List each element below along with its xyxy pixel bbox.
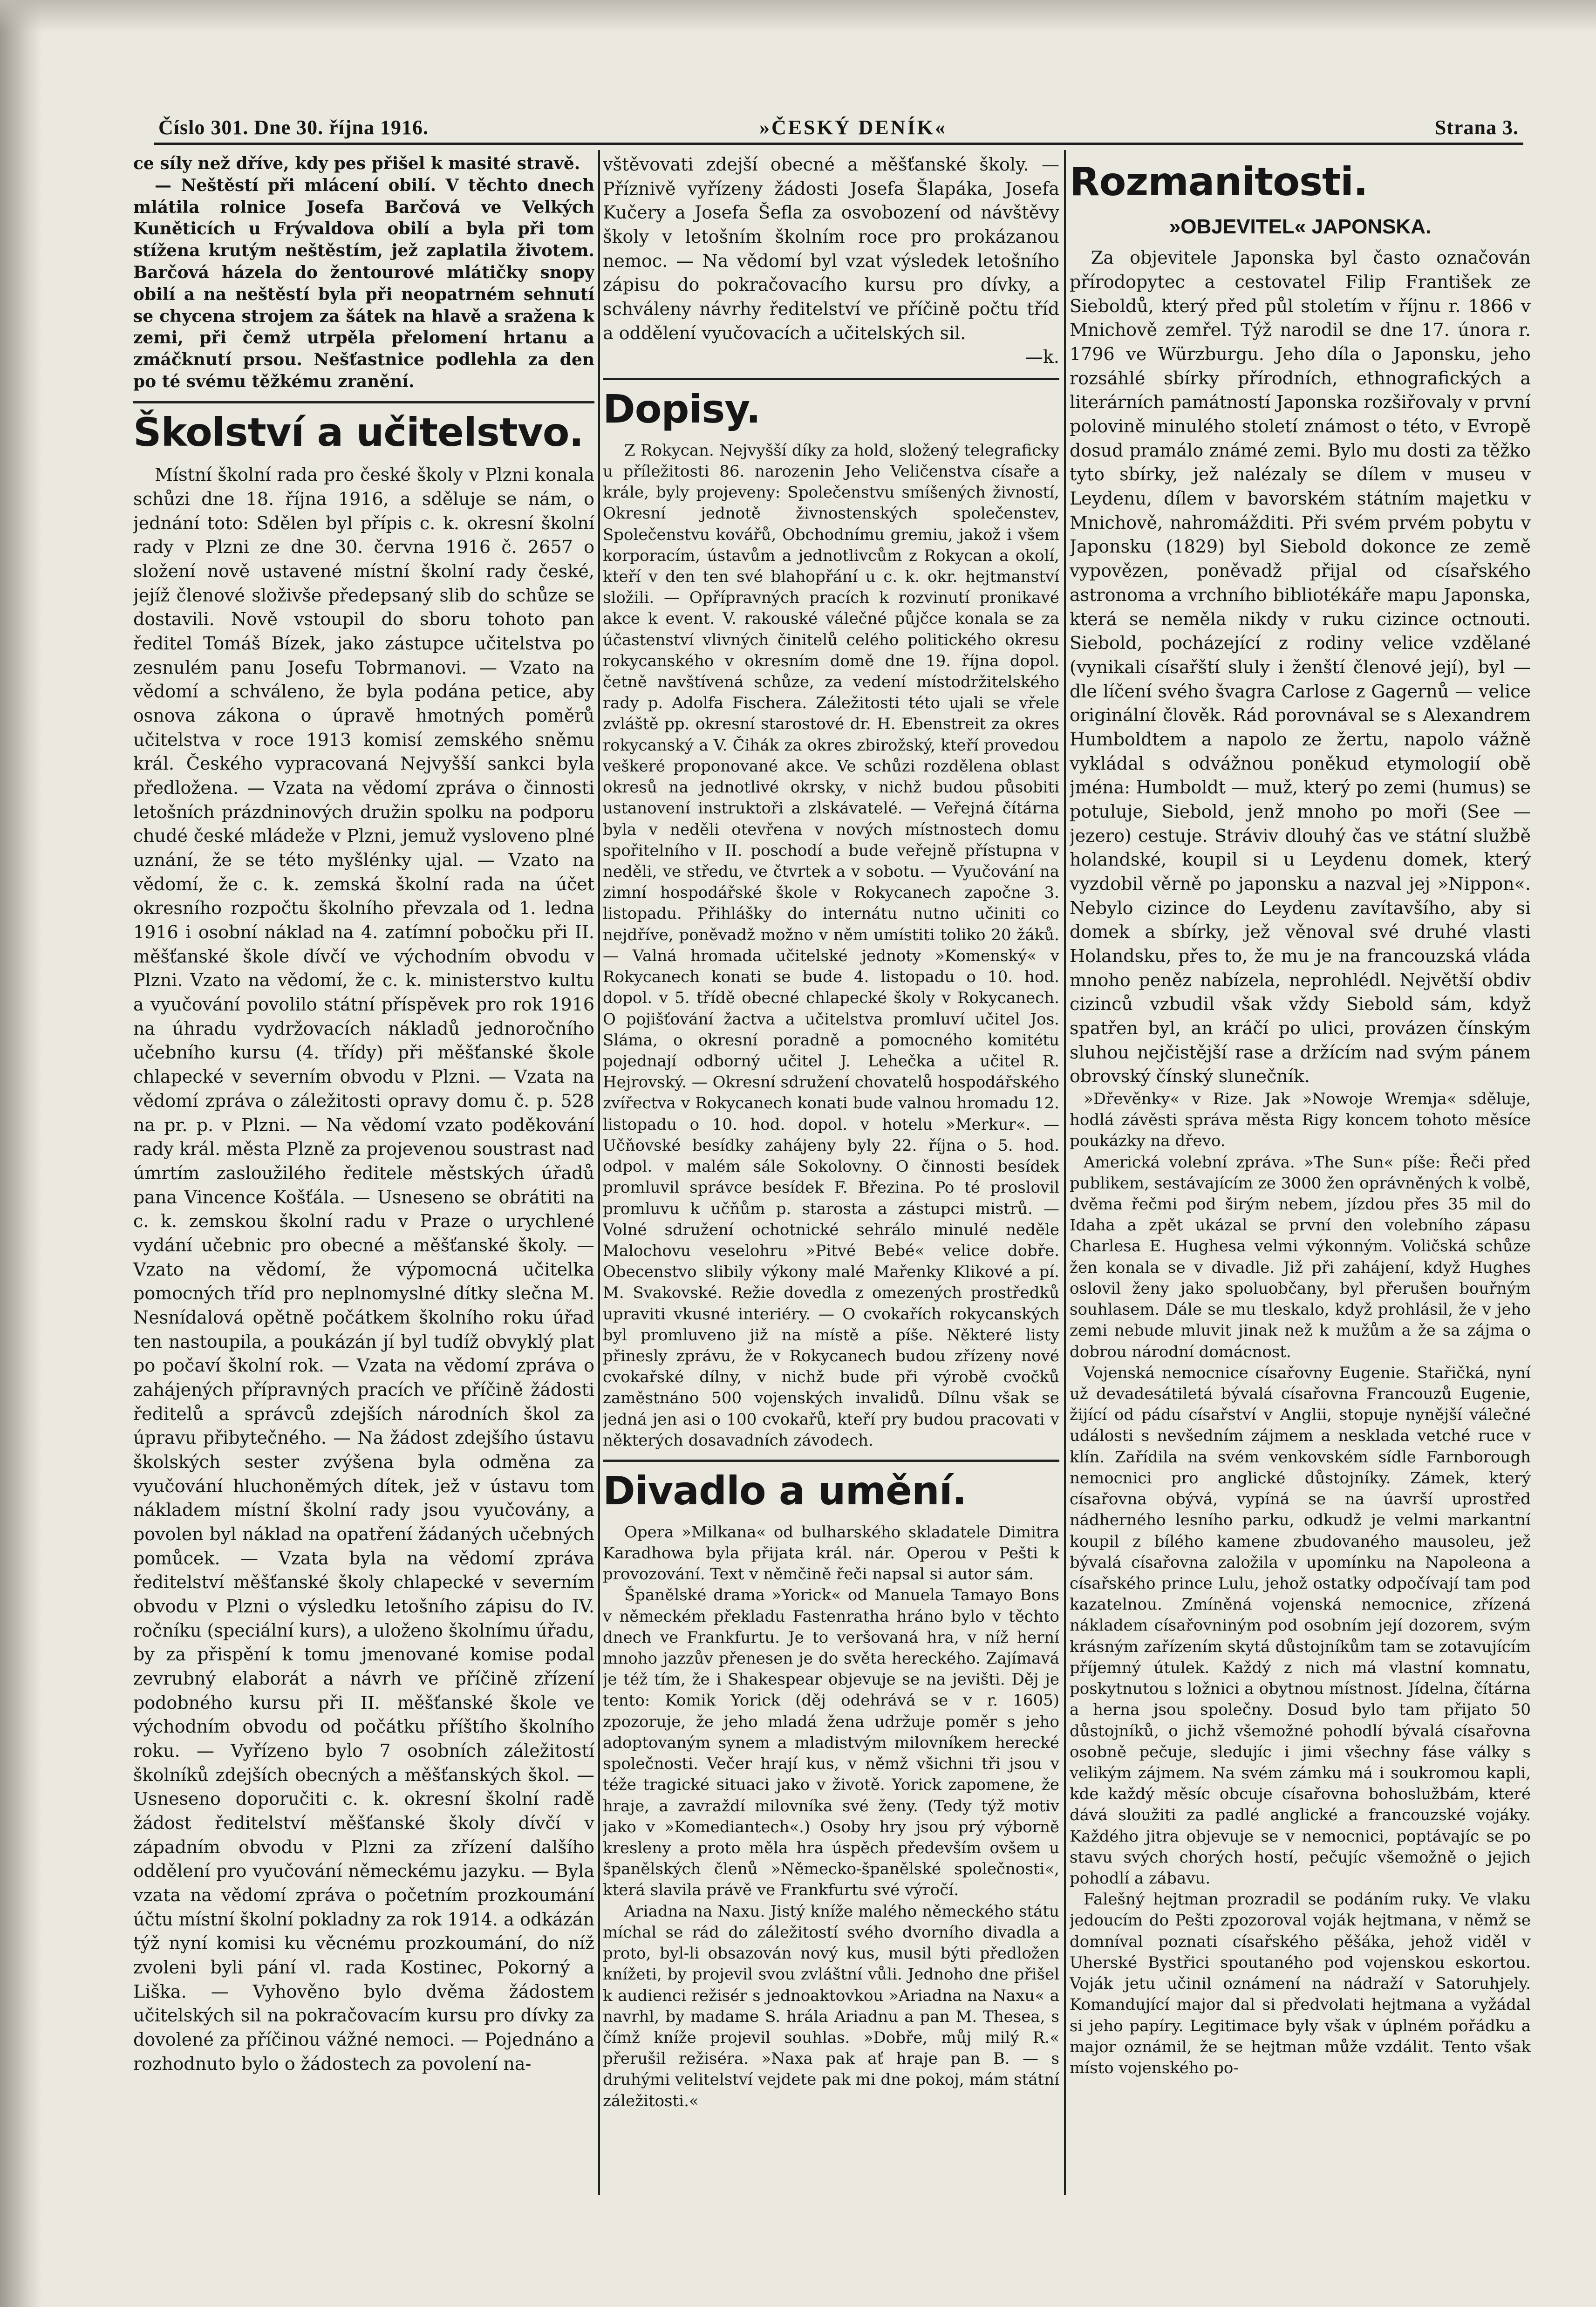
continued-text: vštěvovati zdejší obecné a měšťanské školy. — Příznivě vyřízeny žádosti Josefa Šlapáka, Josefa Kučery a Josefa Šefla za osvobození od návštěvy školy v letošním školním roce pro prokázanou nemoc. — Na vědomí byl vzat výsledek letošního zápisu do pokračovacího kursu pro dívky, a schváleny návrhy ředitelství ve příčině počtu tříd a oddělení vyučovacích a učitelských sil.: [603, 154, 1059, 343]
news-item-false-captain: Falešný hejtman prozradil se podáním ruky. Ve vlaku jedoucím do Pešti zpozoroval voják hejtmana, v němž se domníval poznati císařského pěšáka, jehož viděl v Uherské Bystřici spoutaného pod vojenskou eskortou. Voják jetu učinil oznámení na nádraží v Satoruhjely. Komandující major dal si předvolati hejtmana a vyžádal si jeho papíry. Legitimace byly však v úplném pořádku a major oznámil, že se hejtman může vzdálit. Tento však místo vojenského po-: [1070, 1890, 1531, 2077]
page-header: [158, 116, 1519, 143]
article-body-japan: Za objevitele Japonska byl často označován přírodopytec a cestovatel Filip František ze Sieboldů, který před půl stoletím v říjnu r. 1866 v Mnichově zemřel. Týž narodil se dne 17. února r. 1796 ve Würzburgu. Jeho díla o Japonsku, jeho rozsáhlé sbírky přírodních, ethnografických a literárních památností Japonska rozšiřovaly v první polovině minulého století známost o této, v Evropě dosud pramálo známé zemi. Bylo mu dosti za těžko tyto sbírky, jež nalézaly se dílem v museu v Leydenu, dílem v bavorském státním majetku v Mnichově, nahromážditi. Při svém prvém pobytu v Japonsku (1829) byl Siebold dokonce ze země vypovězen, poněvadž přijal od císařského astronoma a vrchního bibliotékáře mapu Japonska, která se neměla nikdy v ruku cizince octnouti. Siebold, pocházející z rodiny velice vzdělané (vynikali císařští sluly i ženští členové její), byl — dle líčení svého švagra Carlose z Gagernů — velice originální člověk. Rád porovnával se s Alexandrem Humboldtem a napolo ze žertu, napolo vážně vykládal s odvážnou poněkud etymologií obě jména: Humboldt — muž, který po zemi (humus) se potuluje, Siebold, jenž mnoho po moři (See — jezero) cestuje. Stráviv dlouhý čas ve státní službě holandské, koupil si u Leydenu domek, který vyzdobil věrně po japonsku a nazval jej »Nippon«. Nebylo cizince do Leydenu zavítavšího, aby si domek a sbírky, jež věnoval své druhé vlasti Holandsku, přes to, že mu je na francouzská vláda mnoho peněz nabízela, neprohlédl. Největší obdiv cizinců vzbudil však vždy Siebold sám, když spatřen byl, an kráčí po ulici, provázen čínským sluhou nejčistější rase a držícím nad svým pánem obrovský čínský slunečník.: [1070, 247, 1531, 1087]
column-2: [603, 153, 1059, 2186]
section-heading-miscellany: Rozmanitosti.: [1070, 159, 1368, 205]
news-item-american-election: Americká volební zpráva. »The Sun« píše: Řeči před publikem, sestávajícím ze 3000 žen oprávněných k volbě, dvěma řečmi pod širým nebem, jízdou přes 35 mil do Idaha a zpět ukázal se první den volebního zápasu Charlesa E. Hughesa velmi výkonným. Voličská schůze žen konala se v divadle. Již při zahájení, když Hughes oslovil ženy jako spoluobčany, byl přerušen bouřným souhlasem. Dále se mu tleskalo, když prohlásil, že v jeho zemi nebude mluvit jinak než k mužům a že sa zájma o dobrou národní domácnost.: [1070, 1153, 1531, 1361]
section-rule: [603, 1460, 1059, 1462]
article-body-letters: Z Rokycan. Nejvyšší díky za hold, složený telegraficky u příležitosti 86. narozenin Jeho Veličenstva císaře a krále, byly projeveny: Společenstvu smíšených živností, Okresní jednotě živnostenských společenstev, Společenstvu kovářů, Obchodnímu gremiu, jakož i všem korporacím, ústavům a jednotlivcům z Rokycan a okolí, kteří v den ten své blahopřání u c. k. okr. hejtmanství složili. — Opřípravných pracích k rozvinutí pronikavé akce k event. V. rakouské válečné půjčce konala se za účastenství vlivných činitelů celého politického okresu rokycanského v okresním domě dne 19. října dopol. četně navštívená schůze, za vedení místodržitelského rady p. Adolfa Fischera. Záležitosti této ujali se vřele zvláště pp. okresní starostové dr. H. Ebenstreit za okres rokycanský a V. Čihák za okres zbirožský, kteří provedou veškeré proponované akce. Ve schůzi rozdělena oblast okresů na jednotlivé okrsky, v nichž budou působiti ustanovení instruktoři a zlskávatelé. — Veřejná čítárna byla v neděli otevřena v nových místnostech domu spořitelního v II. poschodí a bude veřejně přístupna v neděli, ve středu, ve čtvrtek a v sobotu. — Vyučování na zimní hospodářské škole v Rokycanech započne 3. listopadu. Přihlášky do internátu nutno učiniti co nejdříve, poněvadž možno v něm umístiti toliko 20 žáků. — Valná hromada učitelské jednoty »Komenský« v Rokycanech konati se bude 4. listopadu o 10. hod. dopol. v 5. třídě obecné chlapecké školy v Rokycanech. O pojišťování žactva a učitelstva promluví učitel Jos. Sláma, o okresní poradně a pomocného komitétu pojednají odborný učitel J. Lehečka a učitel R. Hejrovský. — Okresní sdružení chovatelů hospodářského zvířectva v Rokycanech konati bude valnou hromadu 12. listopadu o 10. hod. dopol. v hotelu »Merkur«. — Učňovské besídky zahájeny byly 22. října o 5. hod. odpol. v malém sále Sokolovny. O činnosti besídek promluvil správce besídek F. Březina. Po té proslovil promluvu k učňům p. starosta a zástupci mistrů. — Volné sdružení ochotnické sehrálo minulé neděle Malochovu veselohru »Pitvé Bebé« velice dobře. Obecenstvo slibily výkony malé Mařenky Klikové a pí. M. Svakovské. Režie dovedla z omezených prostředků upraviti vkusné interiéry. — O cvokařích rokycanských byl promluveno již na místě a píše. Některé listy přinesly zprávu, že v Rokycanech budou zřízeny nové cvokařské dílny, v nichž bude při výrobě cvočků zaměstnáno 500 vojenských invalidů. Dílnu však se jedná jen asi o 100 cvokařů, kteří pry budou pracovati v některých dosavadních závodech.: [603, 441, 1059, 1450]
section-rule: [603, 378, 1059, 380]
section-rule: [133, 401, 594, 403]
issue-date: Číslo 301. Dne 30. října 1916.: [158, 116, 429, 139]
article-drama-yorick: Španělské drama »Yorick« od Manuela Tamayo Bons v německém překladu Fastenratha hráno bylo v těchto dnech ve Frankfurtu. Je to veršovaná hra, v níž herní mnoho jazzův přenesen je do světa hereckého. Zajímavá je též tím, že i Shakespear objevuje se na jevišti. Děj je tento: Komik Yorick (děj odehrává se v r. 1605) zpozoruje, že jeho mladá žena udržuje poměr s jeho adoptovaným synem a mladistvým milovníkem herecké společnosti. Večer hrají kus, v němž všichni tři jsou v téže tragické situaci jako v životě. Yorick zapomene, že hraje, a zavraždí milovníka své ženy. (Tedy týž motiv jako v »Komediantech«.) Osoby hry jsou prý výborně kresleny a proto měla hra úspěch především ovšem u španělských členů »Německo-španělské společnosti«, která slavila právě ve Frankfurtu své výročí.: [603, 1586, 1059, 1900]
header-rule: [154, 143, 1523, 145]
column-divider: [598, 150, 600, 2195]
news-item-riga: »Dřevěnky« v Rize. Jak »Nowoje Wremja« sděluje, hodlá závěsti správa města Rigy koncem tohoto měsíce poukázky na dřevo.: [1070, 1089, 1531, 1151]
newspaper-name: »ČESKÝ DENÍK«: [759, 116, 947, 139]
news-item-threshing-accident: — Neštěstí při mlácení obilí. V těchto dnech mlátila rolnice Josefa Barčová ve Velkých Kuněticích u Frývaldova obilí a byla při tom stížena krutým neštěstím, jež zaplatila životem. Barčová házela do žentourové mlátičky snopy obilí a na neštěstí byla při neopatrném sehnutí se chycena strojem za šátek na hlavě a sražena k zemi, při čemž utrpěla přelomení hrtanu a zmáčknutí prsou. Nešťastnice podlehla za den po té svému těžkému zranění.: [133, 175, 594, 391]
column-divider: [1064, 150, 1066, 2195]
article-signature: —k.: [1025, 347, 1059, 368]
continued-text: ce síly než dříve, kdy pes přišel k masité stravě.: [133, 154, 580, 173]
column-1: [133, 153, 594, 2186]
article-ariadna: Ariadna na Naxu. Jistý kníže malého německého státu míchal se rád do záležitostí svého dvorního divadla a proto, byl-li obsazován nový kus, musil býti předložen knížeti, by projevil svou zvláštní vůli. Jednoho dne přišel k audienci režisér s jednoaktovkou »Ariadna na Naxu« a navrhl, by madame S. hrála Ariadnu a pan M. Thesea, s čímž kníže projevil souhlas. »Dobře, můj milý R.« přerušil režiséra. »Naxa pak ať hraje pan B. — s druhými velitelství vejdete pak mi dne pokoj, mám státní záležitosti.«: [603, 1902, 1059, 2110]
article-body-schools: Místní školní rada pro české školy v Plzni konala schůzi dne 18. října 1916, a sděluje se nám, o jednání toto: Sdělen byl přípis c. k. okresní školní rady v Plzni ze dne 30. června 1916 č. 2657 o složení nově ustavené místní školní rady české, jejíž členové složivše předepsaný slib do schůze se dostavili. Nově vstoupil do sboru tohoto pan ředitel Tomáš Bízek, jako zástupce učitelstva po zesnulém panu Josefu Tobrmanovi. — Vzato na vědomí a schváleno, že byla podána petice, aby osnova zákona o úpravě hmotných poměrů učitelstva v roce 1913 komisí zemského sněmu král. Českého vypracovaná Nejvyšší sankci byla předložena. — Vzata na vědomí zpráva o činnosti letošních prázdninových družin spolku na podporu chudé české mládeže v Plzni, jemuž vysloveno plné uznání, že se této myšlénky ujal. — Vzato na vědomí, že c. k. zemská školní rada na účet okresního rozpočtu školního převzala od 1. ledna 1916 i osobní náklad na 4. zatímní pobočku při II. měšťanské škole dívčí ve východním obvodu v Plzni. Vzato na vědomí, že c. k. ministerstvo kultu a vyučování povolilo státní příspěvek pro rok 1916 na úhradu vydržovacích nákladů jednoročního učebního kursu (4. třídy) při měšťanské škole chlapecké v severním obvodu v Plzni. — Vzata na vědomí zpráva o záležitosti opravy domu č. p. 528 na pr. p. v Plzni. — Na vědomí vzato poděkování rady král. města Plzně za projevenou soustrast nad úmrtím zasloužilého ředitele městských úřadů pana Vincence Košťála. — Usneseno se obrátiti na c. k. zemskou školní radu v Praze o urychlené vydání učebnic pro obecné a měšťanské školy. — Vzato na vědomí, že výpomocná učitelka pomocných tříd pro neplnomyslné dítky slečna M. Nesnídalová opětně počátkem školního roku úřad ten nastoupila, a poukázán jí byl tudíž obvyklý plat po počaví školní rok. — Vzata na vědomí zpráva o zahájených přípravných pracích ve příčině žádosti ředitelů a správců zdejších národních škol za úpravu přibytečného. — Na žádost zdejšího ústavu školských sester zvýšena byla odměna za vyučování hluchoněmých dítek, jež v ústavu tom nákladem místní školní rady jsou vyučovány, a povolen byl náklad na opatření žádaných učebných pomůcek. — Vzata byla na vědomí zpráva ředitelství měšťanské školy chlapecké v severním obvodu v Plzni o výsledku letošního zápisu do IV. ročníku (speciální kurs), a uloženo školnímu úřadu, by za přispění k tomu jmenované komise podal zevrubný elaborát a návrh ve příčině zřízení podobného kursu při II. měšťanské škole ve východním obvodu od počátku příštího školního roku. — Vyřízeno bylo 7 osobních záležitostí školníků zdejších obecných a měšťanských škol. — Usneseno doporučiti c. k. okresní školní radě žádost ředitelství měšťanské školy dívčí v západním obvodu v Plzni za zřízení dalšího oddělení pro vyučování německému jazyku. — Byla vzata na vědomí zpráva o početním prozkoumání účtu místní školní pokladny za rok 1914. a odkázán týž nyní komisi ku věcnému prozkoumání, do níž zvoleni byli pání vl. rada Kostinec, Pokorný a Liška. — Vyhověno bylo dvěma žádostem učitelských sil na pokračovacím kursu pro dívky za dovolené za příčinou vážné nemoci. — Pojednáno a rozhodnuto bylo o žádostech za povolení na-: [133, 464, 594, 2074]
page-number: Strana 3.: [1434, 116, 1519, 139]
section-heading-schools: Školství a učitelstvo.: [133, 409, 584, 455]
section-heading-theatre: Divadlo a umění.: [603, 1468, 967, 1514]
article-opera-milkana: Opera »Milkana« od bulharského skladatele Dimitra Karadhowa byla přijata král. nár. Operou v Pešti k provozování. Text v němčině řeči napsal si autor sám.: [603, 1522, 1059, 1584]
article-title-japan: »OBJEVITEL« JAPONSKA.: [1169, 215, 1432, 238]
column-3: [1070, 153, 1531, 2186]
news-item-eugenie-hospital: Vojenská nemocnice císařovny Eugenie. Stařičká, nyní už devadesátiletá bývalá císařovna Francouzů Eugenie, žijící od pádu císařství v Anglii, stopuje nynější válečné události s nevšedním zájmem a nesklada vetché ruce v klín. Zařídila na svém venkovském sídle Farnborough nemocnici pro anglické důstojníky. Zámek, který císařovna obývá, vypíná se na úavrší uprostřed nádherného lesního parku, odkudž je velmi markantní koupil z bílého kamene zbudovaného mausoleu, jež bývalá císařovna založila v upomínku na Napoleona a císařského prince Lulu, jehož ostatky odpočívají tam pod kazatelnou. Zmíněná vojenská nemocnice, zřízená nákladem císařovniným pod osobním její dozorem, svým krásným zařízením skytá důstojníkům tam se zotavujícím příjemný útulek. Každý z nich má vlastní komnatu, poskytnutou s ložnici a obytnou místnost. Jídelna, čítárna a herna jsou společny. Dosud bylo tam přijato 50 důstojníků, o jichž všemožné pohodlí bývalá císařovna osobně pečuje, sledujíc i jimi všechny fáse války s velikým zájmem. Na svém zámku má i soukromou kapli, kde každý měsíc obcuje císařovna bohoslužbám, které dává sloužiti za padlé anglické a francouzské vojáky. Každého jitra objevuje se v nemocnici, poptávajíc se po stavu svých chorých hostí, pečujíc všemožně o jejich pohodlí a zábavu.: [1070, 1363, 1531, 1888]
section-heading-letters: Dopisy.: [603, 386, 761, 432]
